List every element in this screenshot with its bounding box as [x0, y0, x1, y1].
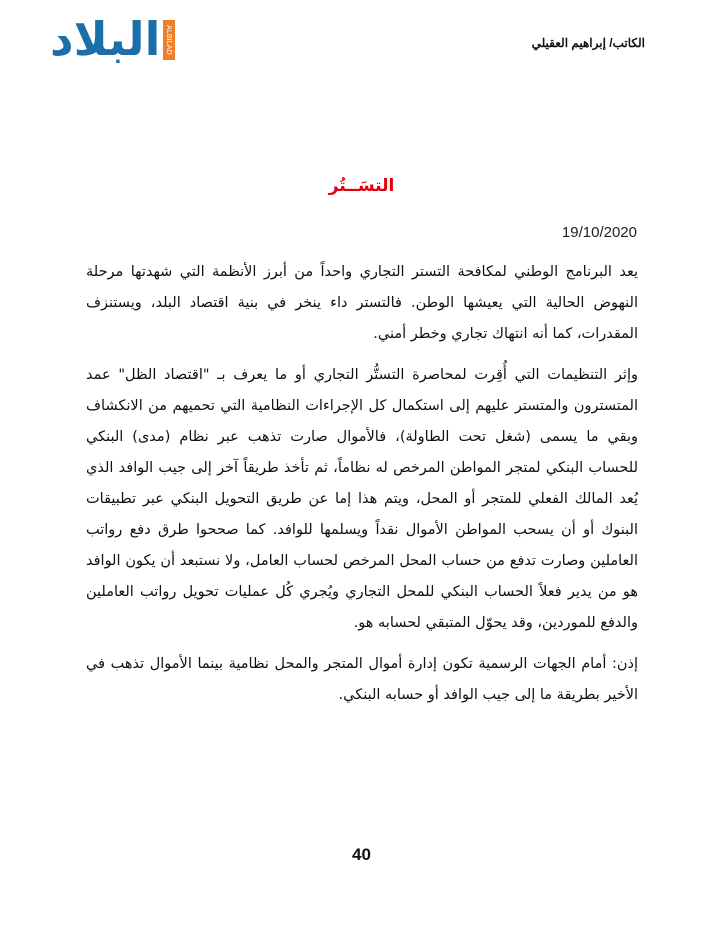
albilad-logo — [50, 12, 176, 66]
article-title: التسَــتُر — [328, 176, 395, 196]
logo-tag: ALBILAD — [163, 20, 175, 60]
article-date: 19/10/2020 — [561, 224, 637, 241]
paragraph: إذن: أمام الجهات الرسمية تكون إدارة أموال المتجر والمحل نظامية بينما الأموال تذهب في الأخير بطريقة ما إلى جيب الوافد أو حسابه البنكي. — [86, 656, 638, 703]
article-body — [86, 257, 638, 721]
page-number: 40 — [352, 845, 371, 864]
paragraph: وإثر التنظيمات التي أُقِرت لمحاصرة التستُّر التجاري أو ما يعرف بـ "اقتصاد الظل" عمد المتسترون والمتستر عليهم إلى استكمال كل الإجراءات النظامية التي تحميهم من الانكشاف وبقي ما يسمى (شغل تحت الطاولة)، فالأموال صارت تذهب عبر نظام (مدى) البنكي للحساب البنكي لمتجر المواطن المرخص له نظاماً، ثم تأخذ طريقاً آخر إلى جيب الوافد الذي يُعد المالك الفعلي للمتجر أو المحل، ويتم هذا إما عن طريق التحويل البنكي عبر تطبيقات البنوك أو أن يسحب المواطن الأموال نقداً ويسلمها للوافد. كما صححوا طرق دفع رواتب العاملين وصارت تدفع من حساب المحل المرخص لحساب العامل، ولا نستبعد أن يكون الوافد هو من يدير فعلاً الحساب البنكي للمحل التجاري ويُجري كُل عمليات تحويل رواتب العاملين والدفع للموردين، وقد يحوّل المتبقي لحسابه هو. — [86, 367, 638, 631]
paragraph: يعد البرنامج الوطني لمكافحة التستر التجاري واحداً من أبرز الأنظمة التي شهدتها مرحلة النهوض الحالية التي يعيشها الوطن. فالتستر داء ينخر في بنية اقتصاد البلد، ويستنزف المقدرات، كما أنه انتهاك تجاري وخطر أمني. — [86, 264, 638, 342]
logo-wordmark: البلاد — [50, 12, 161, 66]
author-name: الكاتب/ إبراهيم العقيلي — [531, 36, 645, 50]
